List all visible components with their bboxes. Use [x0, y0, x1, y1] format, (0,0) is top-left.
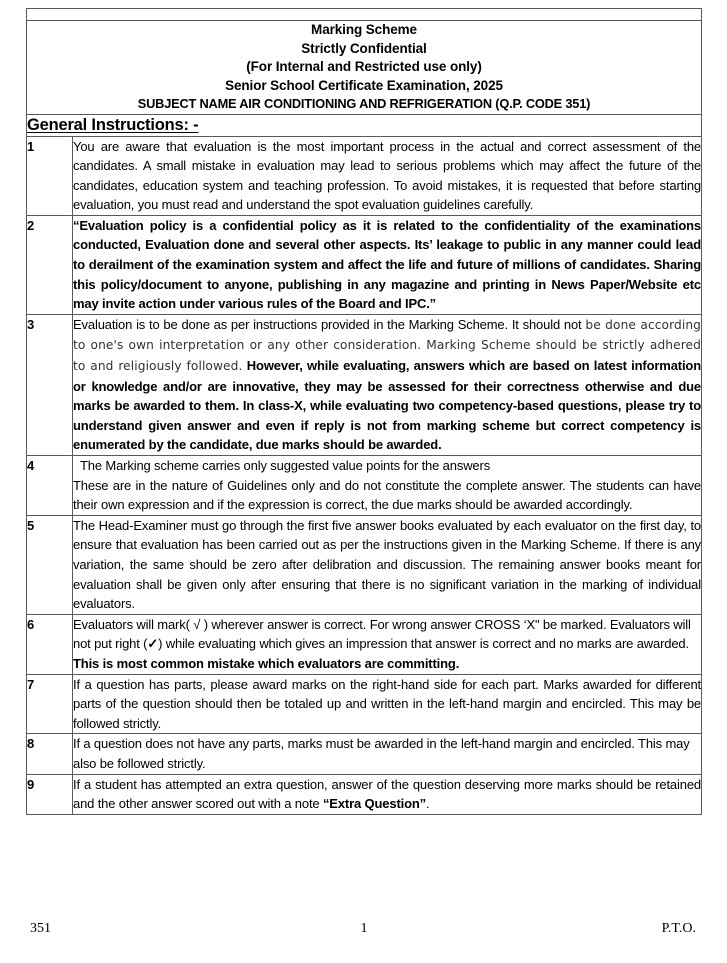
- tick-mark-icon: ✓: [147, 636, 159, 652]
- table-row: [27, 136, 702, 215]
- footer-pto: P.T.O.: [661, 921, 696, 936]
- instruction-6-paragraph: [73, 615, 701, 674]
- instruction-number: 7: [27, 674, 73, 734]
- table-row: [27, 674, 702, 734]
- table-row: [27, 614, 702, 674]
- table-row: [27, 774, 702, 814]
- instruction-4-line-2: These are in the nature of Guidelines only and do not constitute the complete answer. The students can have their own expression and if the expression is correct, the due marks should be awarded accordingly.: [73, 477, 701, 513]
- general-instructions-cell: [27, 114, 702, 136]
- instruction-2-paragraph: “Evaluation policy is a confidential policy as it is related to the confidentiality of the examinations conducted, Evaluation done and several other aspects. Its’ leakage to public in any manner could lead to derailment of the examination system and affect the life and future of millions of candidates. Sharing this policy/document to anyone, publishing in any magazine and printing in News Paper/Website etc may invite action under various rules of the Board and IPC.”: [73, 217, 701, 312]
- title-line-strictly-confidential: Strictly Confidential: [301, 40, 427, 56]
- title-line-subject: SUBJECT NAME AIR CONDITIONING AND REFRIGERATION (Q.P. CODE 351): [137, 96, 591, 111]
- table-row: [27, 314, 702, 455]
- instruction-4-line-1: The Marking scheme carries only suggested value points for the answers: [80, 458, 491, 473]
- general-instructions-heading: General Instructions: -: [27, 115, 199, 134]
- instruction-9-extra-question: “Extra Question”: [322, 796, 427, 812]
- instruction-6-part-a: Evaluators will mark(: [73, 616, 194, 632]
- title-line-internal-use: (For Internal and Restricted use only): [246, 59, 482, 74]
- title-line-examination: Senior School Certificate Examination, 2025: [225, 77, 503, 93]
- instruction-number: 9: [27, 774, 73, 814]
- instruction-number: 8: [27, 734, 73, 774]
- instruction-3-part-a: Evaluation is to be done as per instructions provided in the Marking Scheme. It should not: [73, 316, 586, 332]
- table-row: [27, 734, 702, 774]
- marking-scheme-table: [26, 8, 702, 815]
- radical-check-icon: √: [193, 616, 201, 632]
- instruction-9-paragraph: [73, 775, 701, 814]
- instruction-number: 3: [27, 314, 73, 455]
- instruction-text: [73, 515, 702, 614]
- table-row: [27, 456, 702, 516]
- footer-subject-code: 351: [30, 921, 51, 936]
- page-footer: [26, 921, 702, 941]
- instruction-number: 4: [27, 456, 73, 516]
- general-instructions-row: [27, 114, 702, 136]
- instruction-number: 1: [27, 136, 73, 215]
- instruction-8-paragraph: If a question does not have any parts, marks must be awarded in the left-hand margin and encircled. This may also be followed strictly.: [73, 736, 690, 771]
- instruction-text: [73, 774, 702, 814]
- instruction-3-paragraph: [73, 315, 701, 455]
- title-line-marking-scheme: Marking Scheme: [311, 22, 417, 37]
- instruction-9-part-c: .: [426, 796, 430, 812]
- top-spacer-row: [27, 9, 702, 21]
- title-block: [27, 21, 702, 115]
- instruction-9-part-a: If a student has attempted an extra question, answer of the question deserving more marks should be retained and the other answer scored out with a note: [73, 776, 701, 812]
- instruction-5-paragraph: The Head-Examiner must go through the first five answer books evaluated by each evaluator on the first day, to ensure that evaluation has been carried out as per the instructions given in the Marking Scheme. If there is any variation, the same should be zero after delibration and discussion. The remaining answer books meant for evaluation shall be given only after ensuring that there is no significant variation in the marking of individual evaluators.: [73, 517, 701, 612]
- top-spacer-cell: [27, 9, 702, 21]
- instruction-text: [73, 314, 702, 455]
- table-row: [27, 215, 702, 314]
- instruction-text: [73, 734, 702, 774]
- instruction-6-part-d: This is most common mistake which evaluators are committing.: [73, 655, 460, 671]
- instruction-1-paragraph: You are aware that evaluation is the most important process in the actual and correct assessment of the candidates. A small mistake in evaluation may lead to serious problems which may affect the future of the candidates, education system and teaching profession. To avoid mistakes, it is requested that before starting evaluation, you must read and understand the spot evaluation guidelines carefully.: [73, 138, 701, 213]
- title-row: [27, 21, 702, 115]
- instruction-number: 5: [27, 515, 73, 614]
- instruction-text: [73, 674, 702, 734]
- instruction-text: [73, 215, 702, 314]
- table-row: [27, 515, 702, 614]
- instruction-text: [73, 456, 702, 516]
- footer-page-number: 1: [360, 921, 368, 936]
- instruction-text: [73, 136, 702, 215]
- instruction-text: [73, 614, 702, 674]
- instruction-6-part-c: ) while evaluating which gives an impression that answer is correct and no marks are awarded.: [158, 636, 689, 652]
- instruction-3-part-c: However, while evaluating, answers which are based on latest information or knowledge and/or are innovative, they may be assessed for their correctness otherwise and due marks be awarded to them. In class-X, while evaluating two competency-based questions, please try to understand given answer and even if reply is not from marking scheme but correct competency is enumerated by the candidate, due marks should be awarded.: [73, 358, 702, 453]
- instruction-6-part-b: ) wherever answer is correct. For wrong answer CROSS ‘X" be marked. Evaluators will not put right (: [73, 616, 691, 652]
- instruction-number: 6: [27, 614, 73, 674]
- instruction-number: 2: [27, 215, 73, 314]
- instruction-3-part-b: be done according to one's own interpretation or any other consideration. Marking Scheme should be strictly adhered to and religiously followed.: [73, 317, 701, 374]
- instruction-7-paragraph: If a question has parts, please award marks on the right-hand side for each part. Marks awarded for different parts of the question should then be totaled up and written in the left-hand margin and encircled. This may be followed strictly.: [73, 676, 701, 731]
